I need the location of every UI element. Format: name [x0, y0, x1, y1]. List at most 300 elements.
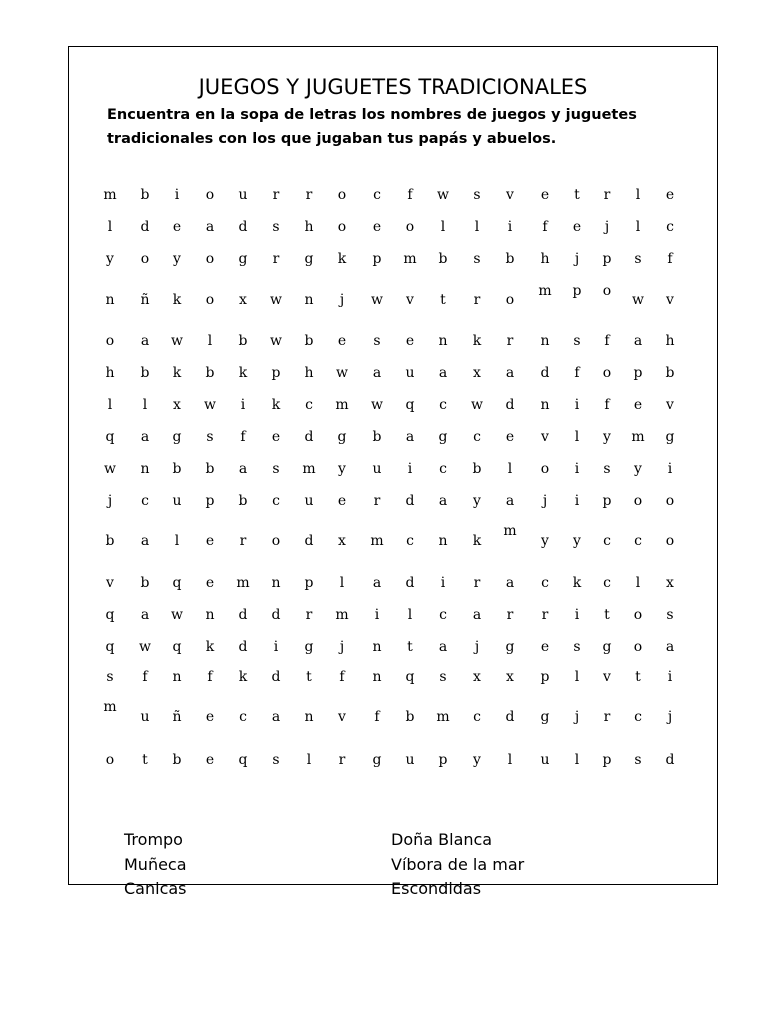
grid-letter: j: [474, 639, 480, 655]
grid-letter: w: [204, 397, 216, 413]
word-item: Doña Blanca: [391, 830, 493, 849]
grid-letter: p: [304, 575, 314, 591]
grid-letter: q: [172, 575, 182, 591]
grid-letter: r: [373, 493, 381, 509]
grid-letter: s: [272, 461, 280, 477]
grid-letter: y: [106, 251, 114, 267]
grid-letter: g: [238, 251, 248, 267]
grid-letter: t: [604, 607, 610, 623]
grid-letter: k: [172, 365, 182, 381]
grid-letter: c: [305, 397, 313, 413]
grid-letter: u: [172, 493, 182, 509]
grid-letter: k: [271, 397, 281, 413]
grid-letter: e: [572, 219, 582, 235]
grid-letter: s: [634, 752, 642, 768]
grid-letter: l: [474, 219, 480, 235]
grid-letter: o: [633, 493, 643, 509]
grid-letter: q: [238, 752, 248, 768]
grid-letter: j: [542, 493, 548, 509]
grid-letter: g: [438, 429, 448, 445]
grid-letter: a: [238, 461, 248, 477]
grid-letter: e: [337, 493, 347, 509]
grid-letter: d: [505, 397, 515, 413]
grid-letter: g: [304, 639, 314, 655]
grid-letter: n: [271, 575, 281, 591]
grid-letter: g: [540, 709, 550, 725]
grid-letter: d: [405, 493, 415, 509]
grid-letter: v: [666, 397, 674, 413]
grid-letter: o: [205, 292, 215, 308]
grid-letter: m: [370, 533, 384, 549]
grid-letter: a: [405, 429, 415, 445]
grid-letter: b: [172, 752, 182, 768]
grid-letter: o: [633, 607, 643, 623]
grid-letter: r: [305, 607, 313, 623]
grid-letter: o: [602, 283, 612, 299]
grid-letter: t: [142, 752, 148, 768]
grid-letter: h: [665, 333, 675, 349]
grid-letter: o: [205, 187, 215, 203]
grid-letter: m: [103, 699, 117, 715]
grid-letter: c: [634, 709, 642, 725]
grid-letter: n: [304, 709, 314, 725]
grid-letter: k: [472, 533, 482, 549]
grid-letter: d: [271, 607, 281, 623]
grid-letter: y: [473, 752, 481, 768]
grid-letter: j: [339, 292, 345, 308]
grid-letter: c: [439, 607, 447, 623]
grid-letter: q: [405, 669, 415, 685]
grid-letter: d: [238, 607, 248, 623]
grid-letter: i: [273, 639, 279, 655]
grid-letter: s: [373, 333, 381, 349]
grid-letter: x: [473, 365, 481, 381]
grid-letter: l: [339, 575, 345, 591]
grid-letter: w: [171, 333, 183, 349]
grid-letter: l: [574, 429, 580, 445]
grid-letter: u: [140, 709, 150, 725]
grid-letter: h: [540, 251, 550, 267]
grid-letter: i: [574, 461, 580, 477]
grid-letter: k: [238, 365, 248, 381]
grid-letter: o: [505, 292, 515, 308]
word-item: Víbora de la mar: [391, 854, 525, 874]
grid-letter: w: [139, 639, 151, 655]
grid-letter: t: [440, 292, 446, 308]
grid-letter: p: [633, 365, 643, 381]
grid-letter: j: [604, 219, 610, 235]
grid-letter: l: [507, 752, 513, 768]
grid-letter: x: [666, 575, 674, 591]
grid-letter: m: [436, 709, 450, 725]
grid-letter: l: [635, 219, 641, 235]
grid-letter: c: [603, 575, 611, 591]
grid-letter: c: [272, 493, 280, 509]
grid-letter: b: [205, 461, 215, 477]
grid-letter: t: [407, 639, 413, 655]
grid-letter: a: [140, 533, 150, 549]
grid-letter: j: [574, 251, 580, 267]
grid-letter: r: [338, 752, 346, 768]
grid-letter: s: [206, 429, 214, 445]
grid-letter: i: [407, 461, 413, 477]
grid-letter: k: [205, 639, 215, 655]
grid-letter: h: [304, 219, 314, 235]
grid-letter: m: [403, 251, 417, 267]
grid-letter: c: [239, 709, 247, 725]
grid-letter: l: [407, 607, 413, 623]
grid-letter: a: [140, 333, 150, 349]
grid-letter: c: [541, 575, 549, 591]
grid-letter: b: [472, 461, 482, 477]
grid-letter: e: [633, 397, 643, 413]
grid-letter: w: [270, 333, 282, 349]
grid-letter: w: [471, 397, 483, 413]
grid-letter: s: [272, 752, 280, 768]
grid-letter: b: [238, 493, 248, 509]
grid-letter: v: [541, 429, 549, 445]
grid-letter: f: [339, 669, 345, 685]
grid-letter: w: [171, 607, 183, 623]
grid-letter: a: [438, 365, 448, 381]
grid-letter: a: [505, 365, 515, 381]
grid-letter: e: [172, 219, 182, 235]
grid-letter: b: [304, 333, 314, 349]
grid-letter: q: [105, 639, 115, 655]
grid-letter: g: [372, 752, 382, 768]
grid-letter: i: [574, 397, 580, 413]
grid-letter: w: [336, 365, 348, 381]
grid-letter: w: [437, 187, 449, 203]
grid-letter: k: [472, 333, 482, 349]
grid-letter: y: [173, 251, 181, 267]
grid-letter: b: [505, 251, 515, 267]
grid-letter: s: [473, 251, 481, 267]
grid-letter: r: [541, 607, 549, 623]
grid-letter: c: [439, 397, 447, 413]
grid-letter: b: [140, 575, 150, 591]
grid-letter: r: [506, 607, 514, 623]
grid-letter: e: [205, 533, 215, 549]
grid-letter: b: [438, 251, 448, 267]
grid-letter: t: [635, 669, 641, 685]
grid-letter: c: [373, 187, 381, 203]
grid-letter: f: [667, 251, 673, 267]
grid-letter: b: [105, 533, 115, 549]
grid-letter: n: [372, 669, 382, 685]
grid-letter: r: [272, 187, 280, 203]
grid-letter: r: [239, 533, 247, 549]
grid-letter: f: [604, 333, 610, 349]
grid-letter: u: [405, 752, 415, 768]
grid-letter: n: [438, 333, 448, 349]
grid-letter: v: [106, 575, 114, 591]
grid-letter: ñ: [140, 292, 150, 308]
grid-letter: c: [141, 493, 149, 509]
grid-letter: r: [305, 187, 313, 203]
grid-letter: o: [105, 333, 115, 349]
grid-letter: n: [372, 639, 382, 655]
grid-letter: d: [140, 219, 150, 235]
grid-letter: p: [540, 669, 550, 685]
grid-letter: c: [473, 709, 481, 725]
word-list-left: [124, 828, 187, 902]
grid-letter: s: [666, 607, 674, 623]
grid-letter: c: [473, 429, 481, 445]
grid-letter: a: [472, 607, 482, 623]
grid-letter: l: [635, 187, 641, 203]
grid-letter: o: [105, 752, 115, 768]
grid-letter: r: [603, 709, 611, 725]
grid-letter: f: [374, 709, 380, 725]
grid-letter: i: [667, 461, 673, 477]
grid-letter: r: [473, 575, 481, 591]
grid-letter: v: [603, 669, 611, 685]
grid-letter: o: [633, 639, 643, 655]
grid-letter: n: [438, 533, 448, 549]
grid-letter: m: [538, 283, 552, 299]
grid-letter: q: [172, 639, 182, 655]
grid-letter: p: [271, 365, 281, 381]
grid-letter: i: [174, 187, 180, 203]
grid-letter: g: [602, 639, 612, 655]
grid-letter: p: [602, 251, 612, 267]
grid-letter: r: [272, 251, 280, 267]
grid-letter: v: [406, 292, 414, 308]
grid-letter: a: [140, 607, 150, 623]
grid-letter: o: [405, 219, 415, 235]
grid-letter: s: [573, 639, 581, 655]
grid-letter: d: [238, 639, 248, 655]
grid-letter: x: [473, 669, 481, 685]
grid-letter: u: [405, 365, 415, 381]
grid-letter: k: [337, 251, 347, 267]
grid-letter: g: [505, 639, 515, 655]
grid-letter: l: [107, 397, 113, 413]
grid-letter: i: [667, 669, 673, 685]
word-list-right: [391, 828, 524, 902]
grid-letter: g: [665, 429, 675, 445]
grid-letter: e: [372, 219, 382, 235]
grid-letter: l: [142, 397, 148, 413]
grid-letter: b: [405, 709, 415, 725]
grid-letter: y: [603, 429, 611, 445]
grid-letter: d: [405, 575, 415, 591]
grid-letter: g: [337, 429, 347, 445]
grid-letter: q: [405, 397, 415, 413]
grid-letter: e: [205, 752, 215, 768]
grid-letter: o: [140, 251, 150, 267]
grid-letter: a: [271, 709, 281, 725]
grid-letter: b: [238, 333, 248, 349]
grid-letter: d: [540, 365, 550, 381]
grid-letter: l: [574, 669, 580, 685]
grid-letter: e: [540, 639, 550, 655]
grid-letter: m: [335, 397, 349, 413]
grid-letter: w: [632, 292, 644, 308]
grid-letter: y: [541, 533, 549, 549]
grid-letter: c: [634, 533, 642, 549]
grid-letter: i: [440, 575, 446, 591]
grid-letter: c: [603, 533, 611, 549]
instructions-text: Encuentra en la sopa de letras los nombres de juegos y juguetes tradicionales con los que jugaban tus papás y abuelos.: [107, 107, 637, 147]
grid-letter: g: [172, 429, 182, 445]
grid-letter: ñ: [172, 709, 182, 725]
grid-letter: v: [666, 292, 674, 308]
grid-letter: i: [574, 607, 580, 623]
grid-letter: w: [371, 292, 383, 308]
grid-letter: f: [407, 187, 413, 203]
grid-letter: w: [270, 292, 282, 308]
grid-letter: n: [205, 607, 215, 623]
grid-letter: m: [503, 523, 517, 539]
grid-letter: f: [542, 219, 548, 235]
grid-letter: b: [372, 429, 382, 445]
grid-letter: o: [337, 187, 347, 203]
grid-letter: r: [473, 292, 481, 308]
grid-letter: f: [207, 669, 213, 685]
grid-letter: o: [271, 533, 281, 549]
grid-letter: a: [438, 639, 448, 655]
grid-letter: e: [205, 709, 215, 725]
grid-letter: m: [335, 607, 349, 623]
grid-letter: a: [665, 639, 675, 655]
grid-letter: m: [103, 187, 117, 203]
grid-letter: i: [574, 493, 580, 509]
grid-letter: s: [603, 461, 611, 477]
grid-letter: f: [604, 397, 610, 413]
grid-letter: o: [337, 219, 347, 235]
grid-letter: s: [573, 333, 581, 349]
grid-letter: n: [540, 333, 550, 349]
grid-letter: s: [634, 251, 642, 267]
grid-letter: p: [205, 493, 215, 509]
grid-letter: a: [205, 219, 215, 235]
grid-letter: e: [337, 333, 347, 349]
grid-letter: c: [439, 461, 447, 477]
grid-letter: a: [140, 429, 150, 445]
grid-letter: d: [665, 752, 675, 768]
grid-letter: b: [140, 187, 150, 203]
grid-letter: r: [603, 187, 611, 203]
grid-letter: y: [573, 533, 581, 549]
grid-letter: m: [631, 429, 645, 445]
grid-letter: c: [406, 533, 414, 549]
grid-letter: y: [634, 461, 642, 477]
grid-letter: r: [506, 333, 514, 349]
grid-letter: j: [574, 709, 580, 725]
grid-letter: j: [339, 639, 345, 655]
grid-letter: s: [473, 187, 481, 203]
grid-letter: h: [105, 365, 115, 381]
grid-letter: g: [304, 251, 314, 267]
grid-letter: p: [372, 251, 382, 267]
grid-letter: d: [238, 219, 248, 235]
grid-letter: y: [338, 461, 346, 477]
grid-letter: x: [173, 397, 181, 413]
grid-letter: p: [572, 283, 582, 299]
grid-letter: t: [574, 187, 580, 203]
grid-letter: o: [602, 365, 612, 381]
grid-letter: s: [272, 219, 280, 235]
grid-letter: e: [665, 187, 675, 203]
grid-letter: k: [238, 669, 248, 685]
grid-letter: l: [507, 461, 513, 477]
grid-letter: x: [239, 292, 247, 308]
word-item: Trompo: [124, 830, 183, 849]
grid-letter: x: [338, 533, 346, 549]
grid-letter: k: [572, 575, 582, 591]
grid-letter: p: [602, 752, 612, 768]
word-item: Escondidas: [391, 879, 482, 898]
grid-letter: u: [304, 493, 314, 509]
grid-letter: u: [238, 187, 248, 203]
word-item: Canicas: [124, 879, 187, 898]
grid-letter: a: [372, 365, 382, 381]
grid-letter: e: [205, 575, 215, 591]
grid-letter: v: [506, 187, 514, 203]
grid-letter: n: [172, 669, 182, 685]
grid-letter: j: [107, 493, 113, 509]
grid-letter: p: [438, 752, 448, 768]
grid-letter: e: [505, 429, 515, 445]
grid-letter: o: [665, 533, 675, 549]
worksheet-title: JUEGOS Y JUGUETES TRADICIONALES: [198, 75, 588, 99]
grid-letter: t: [306, 669, 312, 685]
grid-letter: e: [540, 187, 550, 203]
grid-letter: a: [505, 493, 515, 509]
grid-letter: b: [172, 461, 182, 477]
grid-letter: o: [205, 251, 215, 267]
grid-letter: e: [405, 333, 415, 349]
grid-letter: q: [105, 607, 115, 623]
grid-letter: k: [172, 292, 182, 308]
grid-letter: b: [140, 365, 150, 381]
grid-letter: i: [240, 397, 246, 413]
grid-letter: j: [667, 709, 673, 725]
grid-letter: i: [507, 219, 513, 235]
grid-letter: e: [271, 429, 281, 445]
grid-letter: n: [140, 461, 150, 477]
grid-letter: b: [205, 365, 215, 381]
grid-letter: m: [236, 575, 250, 591]
grid-letter: w: [371, 397, 383, 413]
grid-letter: u: [372, 461, 382, 477]
grid-letter: l: [440, 219, 446, 235]
grid-letter: d: [271, 669, 281, 685]
grid-letter: n: [540, 397, 550, 413]
grid-letter: a: [633, 333, 643, 349]
grid-letter: h: [304, 365, 314, 381]
grid-letter: s: [439, 669, 447, 685]
grid-letter: x: [506, 669, 514, 685]
grid-letter: d: [304, 429, 314, 445]
grid-letter: q: [105, 429, 115, 445]
grid-letter: p: [602, 493, 612, 509]
grid-letter: f: [142, 669, 148, 685]
word-item: Muñeca: [124, 854, 187, 874]
grid-letter: n: [304, 292, 314, 308]
grid-letter: y: [473, 493, 481, 509]
grid-letter: s: [106, 669, 114, 685]
grid-letter: a: [372, 575, 382, 591]
grid-letter: u: [540, 752, 550, 768]
grid-letter: c: [666, 219, 674, 235]
grid-letter: l: [635, 575, 641, 591]
grid-letter: n: [105, 292, 115, 308]
grid-letter: w: [104, 461, 116, 477]
grid-letter: d: [505, 709, 515, 725]
